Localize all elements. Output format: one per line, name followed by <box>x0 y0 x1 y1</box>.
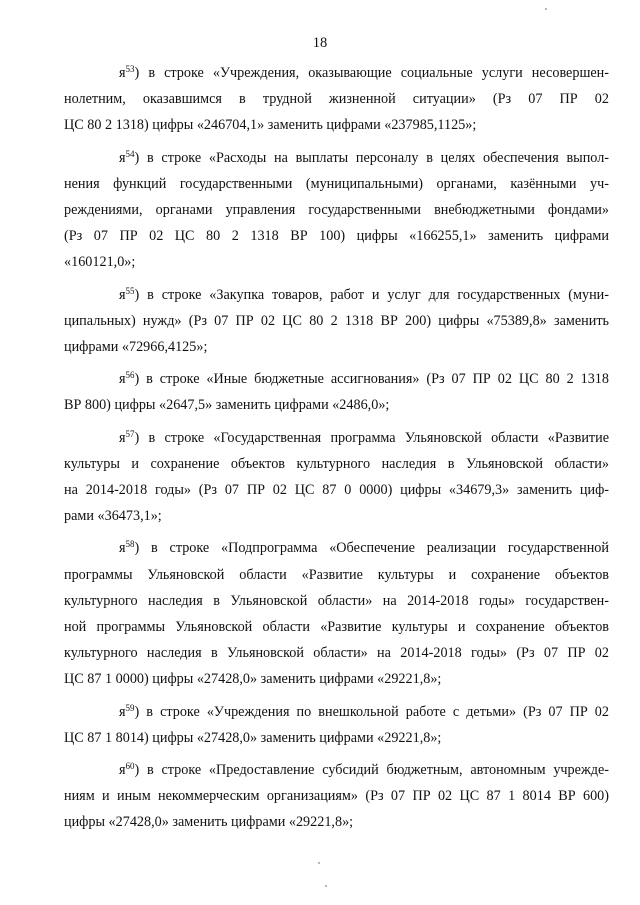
paragraph-line: ной программы Ульяновской области «Развитие культуры и сохранение объектов <box>64 619 609 636</box>
item-letter: я <box>119 540 126 557</box>
paragraph-line: ЦС 87 1 0000) цифры «27428,0» заменить цифрами «29221,8»; <box>64 671 442 688</box>
item-number-superscript: 58 <box>125 539 135 550</box>
paragraph-line: на 2014-2018 годы» (Рз 07 ПР 02 ЦС 87 0 0000) цифры «34679,3» заменить циф- <box>64 482 609 499</box>
paragraph-line: ниям и иным некоммерческим организациям» (Рз 07 ПР 02 ЦС 87 1 8014 ВР 600) <box>64 788 609 805</box>
line-text: ) в строке «Предоставление субсидий бюджетным, автономным учрежде- <box>134 762 609 779</box>
line-text: ) в строке «Иные бюджетные ассигнования» (Рз 07 ПР 02 ЦС 80 2 1318 <box>134 371 609 388</box>
item-number-superscript: 55 <box>125 285 135 296</box>
paragraph-first-line <box>119 145 609 171</box>
item-number-superscript: 59 <box>125 702 135 713</box>
page-number: 18 <box>312 35 328 51</box>
item-letter: я <box>119 429 126 446</box>
item-number-superscript: 53 <box>125 64 135 74</box>
paragraph-line: цифры «27428,0» заменить цифрами «29221,8»; <box>64 814 354 831</box>
item-letter: я <box>119 149 126 166</box>
paragraph-line: (Рз 07 ПР 02 ЦС 80 2 1318 ВР 100) цифры «166255,1» заменить цифрами <box>64 228 609 245</box>
paragraph-line: культурного наследия в Ульяновской области» на 2014-2018 годы» (Рз 07 ПР 02 <box>64 645 609 662</box>
paragraph-first-line <box>119 425 609 451</box>
line-text: ) в строке «Закупка товаров, работ и услуг для государственных (муни- <box>134 286 609 303</box>
paragraph-first-line <box>119 757 609 783</box>
paragraph-first-line <box>119 366 609 392</box>
item-letter: я <box>119 286 126 303</box>
paragraph-line: «160121,0»; <box>64 254 136 271</box>
paragraph-line: ЦС 87 1 8014) цифры «27428,0» заменить цифрами «29221,8»; <box>64 729 442 746</box>
paragraph-line: культуры и сохранение объектов культурного наследия в Ульяновской области» <box>64 455 609 472</box>
line-text: ) в строке «Государственная программа Ульяновской области «Развитие <box>134 429 609 446</box>
amendment-paragraph <box>64 282 609 361</box>
item-letter: я <box>119 371 126 388</box>
paragraph-line: программы Ульяновской области «Развитие культуры и сохранение объектов <box>64 566 609 583</box>
scan-speck <box>318 862 320 864</box>
line-text: ) в строке «Расходы на выплаты персоналу в целях обеспечения выпол- <box>134 149 609 166</box>
paragraph-line: рами «36473,1»; <box>64 508 162 525</box>
paragraph-first-line <box>119 699 609 725</box>
amendment-paragraph <box>64 425 609 530</box>
paragraph-first-line <box>119 282 609 308</box>
amendment-paragraph <box>64 145 609 276</box>
item-letter: я <box>119 703 126 720</box>
paragraph-line: нолетним, оказавшимся в трудной жизненной ситуации» (Рз 07 ПР 02 <box>64 91 609 108</box>
item-number-superscript: 60 <box>125 761 135 772</box>
paragraph-line: цифрами «72966,4125»; <box>64 339 208 356</box>
line-text: ) в строке «Учреждения по внешкольной работе с детьми» (Рз 07 ПР 02 <box>134 703 609 720</box>
paragraph-line: нения функций государственными (муниципальными) органами, казёнными уч- <box>64 175 609 192</box>
item-number-superscript: 57 <box>125 428 135 439</box>
paragraph-line: культурного наследия в Ульяновской области» на 2014-2018 годы» государствен- <box>64 592 609 609</box>
document-body <box>64 60 609 842</box>
amendment-paragraph <box>64 366 609 418</box>
paragraph-first-line <box>119 60 609 86</box>
amendment-paragraph <box>64 757 609 836</box>
line-text: ) в строке «Учреждения, оказывающие социальные услуги несовершен- <box>134 65 609 81</box>
item-number-superscript: 54 <box>125 148 135 159</box>
item-number-superscript: 56 <box>125 370 135 381</box>
paragraph-line: ЦС 80 2 1318) цифры «246704,1» заменить цифрами «237985,1125»; <box>64 117 477 134</box>
item-letter: я <box>119 65 126 81</box>
item-letter: я <box>119 762 126 779</box>
paragraph-first-line <box>119 535 609 561</box>
amendment-paragraph <box>64 699 609 751</box>
amendment-paragraph <box>64 60 609 139</box>
scan-speck <box>545 8 547 10</box>
amendment-paragraph <box>64 535 609 692</box>
scan-speck <box>325 885 327 887</box>
paragraph-line: реждениями, органами управления государственными внебюджетными фондами» <box>64 202 609 219</box>
line-text: ) в строке «Подпрограмма «Обеспечение реализации государственной <box>134 540 609 557</box>
paragraph-line: ципальных) нужд» (Рз 07 ПР 02 ЦС 80 2 1318 ВР 200) цифры «75389,8» заменить <box>64 312 609 329</box>
paragraph-line: ВР 800) цифры «2647,5» заменить цифрами «2486,0»; <box>64 397 390 414</box>
